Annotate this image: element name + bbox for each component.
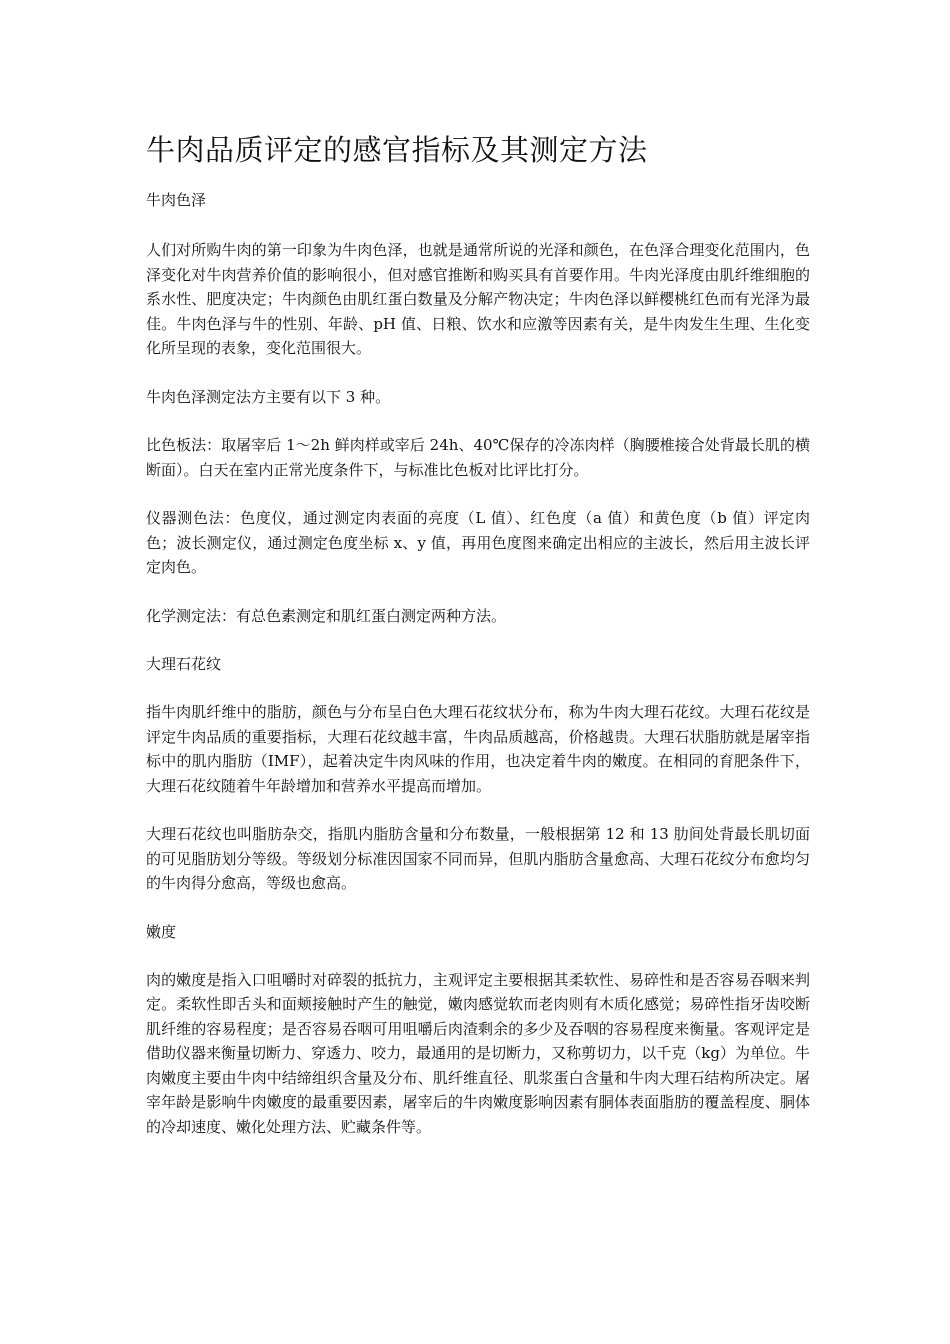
paragraph: 大理石花纹也叫脂肪杂交，指肌内脂肪含量和分布数量，一般根据第 12 和 13 肋间处背最长肌切面的可见脂肪划分等级。等级划分标准因国家不同而异，但肌内脂肪含量愈高、大理石花纹分布愈均匀的牛肉得分愈高，等级也愈高。 — [146, 825, 810, 892]
page-title: 牛肉品质评定的感官指标及其测定方法 — [146, 133, 648, 167]
paragraph: 指牛肉肌纤维中的脂肪，颜色与分布呈白色大理石花纹状分布，称为牛肉大理石花纹。大理石花纹是评定牛肉品质的重要指标，大理石花纹越丰富，牛肉品质越高，价格越贵。大理石状脂肪就是屠宰指标中的肌内脂肪（IMF），起着决定牛肉风味的作用，也决定着牛肉的嫩度。在相同的育肥条件下，大理石花纹随着牛年龄增加和营养水平提高而增加。 — [146, 703, 810, 795]
paragraph: 肉的嫩度是指入口咀嚼时对碎裂的抵抗力，主观评定主要根据其柔软性、易碎性和是否容易吞咽来判定。柔软性即舌头和面颊接触时产生的触觉，嫩肉感觉软而老肉则有木质化感觉；易碎性指牙齿咬断肌纤维的容易程度；是否容易吞咽可用咀嚼后肉渣剩余的多少及吞咽的容易程度来衡量。客观评定是借助仪器来衡量切断力、穿透力、咬力，最通用的是切断力，又称剪切力，以千克（kg）为单位。牛肉嫩度主要由牛肉中结缔组织含量及分布、肌纤维直径、肌浆蛋白含量和牛肉大理石结构所决定。屠宰年龄是影响牛肉嫩度的最重要因素，屠宰后的牛肉嫩度影响因素有胴体表面脂肪的覆盖程度、胴体的冷却速度、嫩化处理方法、贮藏条件等。 — [146, 970, 810, 1136]
section-color — [146, 188, 810, 628]
document-page — [146, 126, 810, 1163]
paragraph: 人们对所购牛肉的第一印象为牛肉色泽，也就是通常所说的光泽和颜色，在色泽合理变化范围内，色泽变化对牛肉营养价值的影响很小，但对感官推断和购买具有首要作用。牛肉光泽度由肌纤维细胞的系水性、肥度决定；牛肉颜色由肌红蛋白数量及分解产物决定；牛肉色泽以鲜樱桃红色而有光泽为最佳。牛肉色泽与牛的性别、年龄、pH 值、日粮、饮水和应激等因素有关，是牛肉发生生理、生化变化所呈现的表象，变化范围很大。 — [146, 241, 810, 357]
paragraph: 仪器测色法：色度仪，通过测定肉表面的亮度（L 值）、红色度（a 值）和黄色度（b 值）评定肉色；波长测定仪，通过测定色度坐标 x、y 值，再用色度图来确定出相应的主波长，然后用主波长评定肉色。 — [146, 509, 810, 576]
paragraph: 牛肉色泽测定法方主要有以下 3 种。 — [146, 387, 391, 406]
paragraph: 比色板法：取屠宰后 1～2h 鲜肉样或宰后 24h、40℃保存的冷冻肉样（胸腰椎接合处背最长肌的横断面）。白天在室内正常光度条件下，与标准比色板对比评比打分。 — [146, 436, 810, 479]
section-heading-tenderness: 嫩度 — [146, 922, 177, 941]
section-heading-color: 牛肉色泽 — [146, 191, 207, 209]
paragraph: 化学测定法：有总色素测定和肌红蛋白测定两种方法。 — [146, 606, 507, 625]
section-heading-marbling: 大理石花纹 — [146, 655, 222, 673]
section-marbling — [146, 652, 810, 896]
section-tenderness — [146, 920, 810, 1140]
